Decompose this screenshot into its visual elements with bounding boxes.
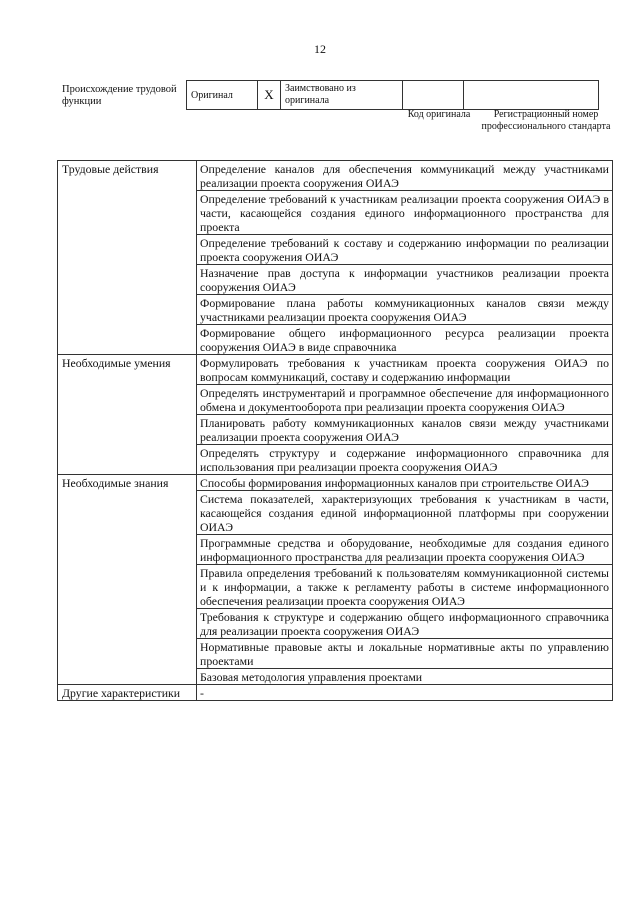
item-cell: Требования к структуре и содержанию общего информационного справочника для реализации проекта сооружения ОИАЭ [197, 609, 613, 639]
reg-number-caption: Регистрационный номер профессионального стандарта [481, 109, 611, 132]
code-cell [403, 81, 464, 110]
original-label: Оригинал [187, 81, 258, 110]
item-cell: Определять инструментарий и программное обеспечение для информационного обмена и документооборота при реализации проекта сооружения ОИАЭ [197, 385, 613, 415]
code-original-caption: Код оригинала [407, 109, 471, 120]
table-row [58, 685, 613, 701]
reg-number-cell [464, 81, 599, 110]
item-cell: Определение требований к составу и содержанию информации по реализации проекта сооружения ОИАЭ [197, 235, 613, 265]
item-cell: Базовая методология управления проектами [197, 669, 613, 685]
page-number: 12 [314, 42, 326, 56]
item-cell: Назначение прав доступа к информации участников реализации проекта сооружения ОИАЭ [197, 265, 613, 295]
item-cell: Планировать работу коммуникационных каналов связи между участниками реализации проекта сооружения ОИАЭ [197, 415, 613, 445]
borrowed-label: Заимствовано из оригинала [281, 81, 403, 110]
table-row [58, 355, 613, 385]
item-cell: - [197, 685, 613, 701]
origin-label: Происхождение трудовой функции [62, 84, 177, 107]
item-cell: Определять структуру и содержание информационного справочника для использования при реализации проекта сооружения ОИАЭ [197, 445, 613, 475]
item-cell: Формулировать требования к участникам проекта сооружения ОИАЭ по вопросам коммуникаций, составу и содержанию информации [197, 355, 613, 385]
category-cell: Трудовые действия [58, 161, 197, 355]
item-cell: Формирование плана работы коммуникационных каналов связи между участниками реализации проекта сооружения ОИАЭ [197, 295, 613, 325]
item-cell: Способы формирования информационных каналов при строительстве ОИАЭ [197, 475, 613, 491]
category-cell: Другие характеристики [58, 685, 197, 701]
item-cell: Система показателей, характеризующих требования к участникам в части, касающейся создания единой информационной платформы при сооружении ОИАЭ [197, 491, 613, 535]
table-row [58, 475, 613, 491]
item-cell: Правила определения требований к пользователям коммуникационной системы и к информации, а также к регламенту работы в системе информационного обеспечения реализации проекта сооружения ОИАЭ [197, 565, 613, 609]
item-cell: Определение требований к участникам реализации проекта сооружения ОИАЭ в части, касающейся создания единого информационного пространства для проекта [197, 191, 613, 235]
table-row [58, 161, 613, 191]
origin-table [186, 80, 599, 110]
function-table [57, 160, 613, 701]
item-cell: Определение каналов для обеспечения коммуникаций между участниками реализации проекта сооружения ОИАЭ [197, 161, 613, 191]
category-cell: Необходимые умения [58, 355, 197, 475]
item-cell: Программные средства и оборудование, необходимые для создания единого информационного пространства для реализации проекта сооружения ОИАЭ [197, 535, 613, 565]
item-cell: Формирование общего информационного ресурса реализации проекта сооружения ОИАЭ в виде справочника [197, 325, 613, 355]
original-mark: X [258, 81, 281, 110]
item-cell: Нормативные правовые акты и локальные нормативные акты по управлению проектами [197, 639, 613, 669]
category-cell: Необходимые знания [58, 475, 197, 685]
